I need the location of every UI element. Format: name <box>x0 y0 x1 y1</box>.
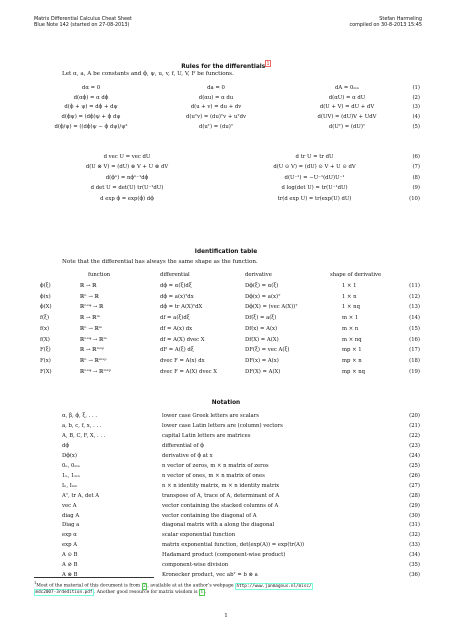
notation-description: lower case Latin letters are (column) vectors <box>162 422 283 429</box>
notation-symbol: Aᵀ, tr A, det A <box>62 492 100 499</box>
equation-number: (11) <box>409 283 420 289</box>
equation: d det U = det(U) tr(U⁻¹dU) <box>90 185 164 192</box>
equation-number: (25) <box>409 462 420 469</box>
equation: d log(det U) = tr(U⁻¹dU) <box>281 185 348 192</box>
function-symbol: f(x) <box>40 325 50 332</box>
derivative-cell: Df(ξ) = a(ξ) <box>245 315 277 322</box>
equation: da = 0 <box>207 85 225 91</box>
equation: d(u + v) = du + dv <box>190 104 242 111</box>
derivative-cell: DF(x) = A(x) <box>245 357 279 364</box>
function-mapping: ℝ → ℝᵐ <box>80 315 100 322</box>
equation-number: (33) <box>409 542 420 549</box>
table-column-header: derivative <box>245 272 272 278</box>
equation: d(U ⊗ V) = (dU) ⊗ V + U ⊗ dV <box>85 164 169 171</box>
equation-number: (2) <box>412 94 420 101</box>
notation-symbol: exp α <box>62 532 77 539</box>
notation-description: differential of ϕ <box>162 442 204 449</box>
differential-cell: dϕ = a(x)ᵀdx <box>160 293 194 300</box>
function-symbol: f(ξ) <box>40 315 50 322</box>
shape-cell: mp × 1 <box>342 347 362 354</box>
document-title: Matrix Differential Calculus Cheat Sheet <box>34 16 132 22</box>
function-mapping: ℝⁿˣᵠ → ℝᵐˣᵖ <box>80 368 112 375</box>
shape-cell: mp × n <box>342 357 362 364</box>
differential-cell: dF = A(ξ) dξ <box>160 347 194 354</box>
notation-description: matrix exponential function, det(exp(A)) = exp(tr(A)) <box>162 542 305 549</box>
equation: d(uᵀ) = (du)ᵀ <box>198 123 234 130</box>
function-symbol: F(ξ) <box>40 347 51 354</box>
derivative-cell: Df(X) = A(X) <box>245 336 279 343</box>
equation: dA = 0ₘₙ <box>335 85 359 91</box>
equation-number: (20) <box>409 413 420 419</box>
function-symbol: ϕ(x) <box>40 293 51 300</box>
rules-intro: Let α, a, A be constants and ϕ, ψ, u, v, f, U, V, F be functions. <box>62 71 234 77</box>
function-symbol: ϕ(ξ) <box>40 283 51 289</box>
notation-symbol: A ⊘ B <box>62 562 78 569</box>
notation-symbol: Diag a <box>62 522 80 529</box>
function-mapping: ℝⁿ → ℝᵐˣᵖ <box>80 357 107 364</box>
function-symbol: f(X) <box>40 336 50 343</box>
shape-cell: 1 × n <box>342 293 357 300</box>
notation-description: capital Latin letters are matrices <box>162 432 251 439</box>
notation-description: scalar exponential function <box>162 532 236 539</box>
derivative-cell: Dϕ(X) = (vec A(X))ᵀ <box>245 304 298 311</box>
equation-number: (24) <box>409 452 420 459</box>
table-column-header: differential <box>160 272 190 278</box>
derivative-cell: Dϕ(x) = a(x)ᵀ <box>245 293 281 300</box>
equation: d(ϕ/ψ) = ((dϕ)ψ − ϕ dψ)/ψ² <box>54 123 128 130</box>
webpage-link-continued[interactable]: mdc2007-3rdedition.pdf <box>35 589 93 595</box>
equation-number: (7) <box>412 164 420 171</box>
notation-symbol: a, b, c, f, x, . . . <box>62 422 102 429</box>
equation-number: (34) <box>409 552 420 559</box>
equation: d(Uᵀ) = (dU)ᵀ <box>328 123 366 130</box>
function-symbol: ϕ(X) <box>40 304 52 311</box>
page-number: 1 <box>224 613 228 619</box>
equation-number: (27) <box>409 482 420 489</box>
footnote-mark: 1 <box>34 581 37 585</box>
notation-symbol: A, B, C, F, X, . . . <box>62 432 106 439</box>
equation: d(uᵀv) = (du)ᵀv + uᵀdv <box>186 114 246 121</box>
equation-number: (3) <box>412 104 420 111</box>
equation: d(ϕⁿ) = nϕⁿ⁻¹dϕ <box>105 174 149 181</box>
function-mapping: ℝⁿ → ℝ <box>80 293 99 300</box>
equation: d(αu) = α du <box>198 94 234 101</box>
citation-link[interactable]: 2 <box>143 583 146 589</box>
notation-description: transpose of A, trace of A, determinant of A <box>162 492 280 499</box>
identification-heading: Identification table <box>194 249 258 255</box>
notation-symbol: Iₙ, Iₘₙ <box>62 482 78 489</box>
notation-description: vector containing the stacked columns of A <box>162 502 279 509</box>
equation-number: (6) <box>412 154 420 160</box>
equation-number: (14) <box>409 315 420 322</box>
header-left <box>34 16 132 28</box>
shape-cell: m × n <box>342 325 359 332</box>
equation-number: (31) <box>409 522 420 529</box>
table-column-header: shape of derivative <box>330 272 382 278</box>
notation-description: n × n identity matrix, m × n identity matrix <box>162 482 280 489</box>
shape-cell: 1 × nq <box>342 304 360 311</box>
differential-cell: dϕ = α(ξ)dξ <box>160 283 192 289</box>
equation-number: (10) <box>409 195 420 202</box>
equation-number: (35) <box>409 562 420 569</box>
equation: d(U ⊙ V) = (dU) ⊙ V + U ⊙ dV <box>273 164 356 171</box>
equation-number: (30) <box>409 512 420 519</box>
equation-number: (36) <box>409 572 420 579</box>
differential-cell: dvec F = A(X) dvec X <box>160 368 218 375</box>
function-symbol: F(X) <box>40 368 52 375</box>
citation-link[interactable]: 1 <box>200 589 204 595</box>
function-mapping: ℝⁿˣᵠ → ℝ <box>80 304 104 311</box>
notation-symbol: exp A <box>62 542 78 549</box>
equation-number: (4) <box>412 114 420 121</box>
notation-description: derivative of ϕ at x <box>162 452 213 459</box>
derivative-cell: Dϕ(ξ) = α(ξ) <box>245 283 279 289</box>
equation-number: (21) <box>409 422 420 429</box>
webpage-link[interactable]: http://www.janmagnus.nl/misc/ <box>236 583 312 589</box>
notation-heading: Notation <box>211 400 241 406</box>
equation-number: (28) <box>409 492 420 499</box>
footnote-rule <box>34 577 154 578</box>
notation-description: diagonal matrix with a along the diagonal <box>162 522 275 529</box>
equation-number: (32) <box>409 532 420 539</box>
function-mapping: ℝ → ℝ <box>80 283 97 289</box>
equation-number: (16) <box>409 336 420 343</box>
rules-heading: Rules for the differentials$^1$ <box>181 61 270 70</box>
equation-number: (19) <box>409 368 420 375</box>
differential-cell: df = a(ξ)dξ <box>160 315 190 322</box>
notation-symbol: 0ₙ, 0ₘₙ <box>62 462 80 469</box>
function-mapping: ℝⁿˣᵠ → ℝᵐ <box>80 336 107 343</box>
equation-number: (17) <box>409 347 420 354</box>
differential-cell: df = A(X) dvec X <box>160 336 205 343</box>
function-mapping: ℝⁿ → ℝᵐ <box>80 325 103 332</box>
notation-symbol: α, β, ϕ, ξ, . . . <box>62 413 98 419</box>
notation-description: Hadamard product (component-wise product) <box>162 552 286 559</box>
identification-intro: Note that the differential has always the same shape as the function. <box>62 259 258 265</box>
compile-date: compiled on 30-8-2013 15:45 <box>349 22 422 29</box>
equation: d vec U = vec dU <box>103 154 151 160</box>
shape-cell: m × 1 <box>342 315 359 322</box>
function-symbol: F(x) <box>40 357 51 364</box>
notation-symbol: diag A <box>62 512 80 519</box>
notation-symbol: 1ₙ, 1ₘₙ <box>62 472 80 479</box>
function-mapping: ℝ → ℝᵐˣᵖ <box>80 347 105 354</box>
equation-number: (15) <box>409 325 420 332</box>
footnote: $^1$Most of the material of this document is from 2 , available at at the author’s webpage http://www.janmagnus.nl/misc/ mdc2007-3rdedition.pdf . Another good resource for matrix wisdom is 1 . <box>34 581 312 595</box>
derivative-cell: DF(ξ) = vec A(ξ) <box>245 347 290 354</box>
document-note: Blue Note 142 (started on 27-08-2013) <box>34 22 130 29</box>
equation: d(αϕ) = α dϕ <box>73 94 109 101</box>
equation-number: (18) <box>409 357 420 364</box>
footnote-link[interactable]: 1 <box>266 61 270 66</box>
table-column-header: function <box>88 272 111 278</box>
derivative-cell: Df(x) = A(x) <box>245 325 278 332</box>
notation-description: n vector of ones, m × n matrix of ones <box>162 472 265 479</box>
notation-symbol: dϕ <box>62 442 70 449</box>
equation: d(U + V) = dU + dV <box>319 104 375 111</box>
notation-symbol: A ⊙ B <box>62 552 78 559</box>
shape-cell: m × nq <box>342 336 362 343</box>
equation: d(UV) = (dU)V + UdV <box>317 114 377 121</box>
equation-number: (12) <box>409 293 420 300</box>
shape-cell: 1 × 1 <box>342 283 357 289</box>
differential-cell: df = A(x) dx <box>160 325 193 332</box>
derivative-cell: DF(X) = A(X) <box>245 368 281 375</box>
equation-number: (23) <box>409 442 420 449</box>
equation-number: (26) <box>409 472 420 479</box>
equation-number: (22) <box>409 432 420 439</box>
equation-number: (5) <box>412 123 420 130</box>
equation: d(ϕψ) = (dϕ)ψ + ϕ dψ <box>61 114 121 121</box>
differential-cell: dvec F = A(x) dx <box>160 357 205 364</box>
equation: d exp ϕ = exp(ϕ) dϕ <box>100 195 154 202</box>
header-right <box>349 16 422 28</box>
notation-description: lower case Greek letters are scalars <box>162 413 259 419</box>
equation: d(αU) = α dU <box>328 94 366 101</box>
equation: tr(d exp U) = tr(exp(U) dU) <box>277 195 352 202</box>
notation-description: component-wise division <box>162 562 229 569</box>
equation: d(ϕ + ψ) = dϕ + dψ <box>64 104 118 111</box>
author-name: Stefan Harmeling <box>379 16 422 22</box>
equation-number: (1) <box>412 85 420 91</box>
differential-cell: dϕ = tr A(X)ᵀdX <box>160 304 203 311</box>
notation-symbol: Dϕ(x) <box>62 452 77 459</box>
notation-description: Kronecker product, vec abᵀ = b ⊗ a <box>162 572 258 579</box>
notation-symbol: vec A <box>62 502 77 509</box>
equation-number: (8) <box>412 174 420 181</box>
equation-number: (13) <box>409 304 420 311</box>
notation-description: vector containing the diagonal of A <box>162 512 257 519</box>
shape-cell: mp × nq <box>342 368 366 375</box>
notation-description: n vector of zeros, m × n matrix of zeros <box>162 462 269 469</box>
equation: d(U⁻¹) = −U⁻¹(dU)U⁻¹ <box>284 174 345 181</box>
equation-number: (29) <box>409 502 420 509</box>
equation-number: (9) <box>412 185 420 192</box>
equation: d tr U = tr dU <box>295 154 334 160</box>
notation-symbol: A ⊗ B <box>62 572 78 579</box>
equation: dα = 0 <box>81 85 101 91</box>
